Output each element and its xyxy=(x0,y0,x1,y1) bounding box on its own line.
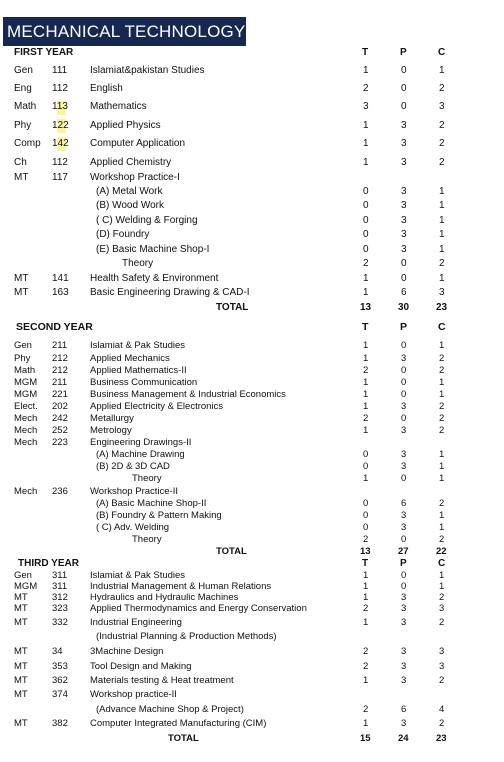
course-code: 212 xyxy=(52,353,68,364)
theory-hours: 0 xyxy=(363,510,369,521)
table-row xyxy=(0,185,504,199)
theory-hours: 0 xyxy=(363,229,369,240)
course-name: (A) Machine Drawing xyxy=(96,449,185,460)
practical-hours: 0 xyxy=(401,258,407,269)
table-row xyxy=(0,214,504,228)
course-code: 142 xyxy=(52,138,69,149)
practical-hours: 0 xyxy=(401,273,407,284)
credit-hours: 3 xyxy=(439,287,445,298)
col-header-c: C xyxy=(438,558,446,569)
credit-hours: 1 xyxy=(439,215,445,226)
theory-hours: 0 xyxy=(363,200,369,211)
practical-hours: 0 xyxy=(401,570,407,581)
credit-hours: 2 xyxy=(439,498,445,509)
course-code: 374 xyxy=(52,689,68,700)
credit-hours: 3 xyxy=(439,603,445,614)
credit-hours: 2 xyxy=(439,138,445,149)
course-name: Business Management & Industrial Economics xyxy=(90,389,286,400)
practical-hours: 3 xyxy=(401,661,407,672)
course-name: Islamiat & Pak Studies xyxy=(90,340,186,351)
course-code: 211 xyxy=(52,377,68,388)
course-name: (B) Foundry & Pattern Making xyxy=(96,510,222,521)
practical-hours: 3 xyxy=(401,510,407,521)
credit-hours: 1 xyxy=(439,229,445,240)
theory-hours: 1 xyxy=(363,353,369,364)
total-row xyxy=(0,301,504,315)
credit-hours: 1 xyxy=(439,449,445,460)
table-row xyxy=(0,82,504,96)
theory-hours: 0 xyxy=(363,522,369,533)
course-dept: Ch xyxy=(14,157,27,168)
course-dept: MT xyxy=(14,646,28,657)
course-code: 311 xyxy=(52,581,68,592)
total-credits: 23 xyxy=(436,733,447,744)
col-header-c: C xyxy=(438,47,446,58)
course-name: Applied Chemistry xyxy=(90,157,172,168)
table-row xyxy=(0,228,504,242)
total-practical: 24 xyxy=(398,733,409,744)
table-row xyxy=(0,472,504,486)
course-name: (B) 2D & 3D CAD xyxy=(96,461,170,472)
practical-hours: 3 xyxy=(401,425,407,436)
course-name: (D) Foundry xyxy=(96,229,150,240)
practical-hours: 3 xyxy=(401,353,407,364)
course-dept: Gen xyxy=(14,65,33,76)
course-dept: MT xyxy=(14,718,28,729)
section-header-row xyxy=(0,320,504,334)
total-practical: 30 xyxy=(398,302,410,313)
course-name: Applied Physics xyxy=(90,120,161,131)
table-row xyxy=(0,630,504,644)
credit-hours: 2 xyxy=(439,401,445,412)
practical-hours: 6 xyxy=(401,704,407,715)
practical-hours: 3 xyxy=(401,215,407,226)
course-code: 221 xyxy=(52,389,68,400)
practical-hours: 0 xyxy=(401,65,407,76)
course-name: Basic Engineering Drawing & CAD-I xyxy=(90,287,250,298)
course-name: Applied Mathematics-II xyxy=(90,365,187,376)
course-name: English xyxy=(90,83,123,94)
course-dept: MT xyxy=(14,603,28,614)
table-row xyxy=(0,243,504,257)
table-row xyxy=(0,688,504,702)
course-code: 362 xyxy=(52,675,68,686)
theory-hours: 0 xyxy=(363,215,369,226)
theory-hours: 0 xyxy=(363,449,369,460)
table-row xyxy=(0,703,504,717)
course-name: Workshop Practice-I xyxy=(90,172,180,183)
theory-hours: 3 xyxy=(363,101,369,112)
credit-hours: 1 xyxy=(439,186,445,197)
theory-hours: 2 xyxy=(363,83,369,94)
practical-hours: 3 xyxy=(401,718,407,729)
theory-hours: 0 xyxy=(363,186,369,197)
course-name: Applied Thermodynamics and Energy Conservation xyxy=(90,603,307,614)
practical-hours: 3 xyxy=(401,401,407,412)
total-credits: 23 xyxy=(436,302,448,313)
theory-hours: 1 xyxy=(363,138,369,149)
section-heading: SECOND YEAR xyxy=(16,321,93,333)
theory-hours: 0 xyxy=(363,244,369,255)
table-row xyxy=(0,660,504,674)
course-dept: MGM xyxy=(14,581,38,592)
theory-hours: 1 xyxy=(363,120,369,131)
course-name: Applied Mechanics xyxy=(90,353,170,364)
table-row xyxy=(0,64,504,78)
theory-hours: 2 xyxy=(363,646,369,657)
course-dept: Phy xyxy=(14,353,31,364)
practical-hours: 3 xyxy=(401,449,407,460)
course-dept: MGM xyxy=(14,377,38,388)
practical-hours: 0 xyxy=(401,340,407,351)
theory-hours: 1 xyxy=(363,570,369,581)
theory-hours: 0 xyxy=(363,461,369,472)
table-row xyxy=(0,616,504,630)
credit-hours: 2 xyxy=(439,592,445,603)
course-name: Engineering Drawings-II xyxy=(90,437,192,448)
course-code: 117 xyxy=(52,172,68,183)
theory-hours: 1 xyxy=(363,401,369,412)
theory-hours: 2 xyxy=(363,603,369,614)
credit-hours: 4 xyxy=(439,704,445,715)
course-code: 113 xyxy=(52,101,68,112)
credit-hours: 2 xyxy=(439,534,445,545)
practical-hours: 3 xyxy=(401,200,407,211)
course-name: (B) Wood Work xyxy=(96,200,164,211)
course-code: 112 xyxy=(52,83,68,94)
course-name: Metrology xyxy=(90,425,132,436)
course-dept: Mech xyxy=(14,437,38,448)
course-name: (E) Basic Machine Shop-I xyxy=(96,244,210,255)
theory-hours: 2 xyxy=(363,534,369,545)
course-name: Computer Integrated Manufacturing (CIM) xyxy=(90,718,267,729)
course-code: 34 xyxy=(52,646,63,657)
course-dept: Elect. xyxy=(14,401,38,412)
course-dept: Gen xyxy=(14,570,32,581)
credit-hours: 2 xyxy=(439,425,445,436)
theory-hours: 1 xyxy=(363,592,369,603)
course-dept: MT xyxy=(14,172,29,183)
course-name: Applied Electricity & Electronics xyxy=(90,401,224,412)
credit-hours: 2 xyxy=(439,83,445,94)
col-header-t: T xyxy=(362,558,369,569)
table-row xyxy=(0,645,504,659)
course-dept: Eng xyxy=(14,83,32,94)
course-name: Business Communication xyxy=(90,377,198,388)
credit-hours: 2 xyxy=(439,718,445,729)
practical-hours: 3 xyxy=(401,592,407,603)
course-name: Theory xyxy=(132,473,162,484)
credit-hours: 3 xyxy=(439,646,445,657)
practical-hours: 0 xyxy=(401,101,407,112)
credit-hours: 1 xyxy=(439,522,445,533)
theory-hours: 1 xyxy=(363,617,369,628)
practical-hours: 3 xyxy=(401,675,407,686)
course-code: 141 xyxy=(52,273,69,284)
table-row xyxy=(0,272,504,286)
course-dept: MT xyxy=(14,617,28,628)
credit-hours: 1 xyxy=(439,461,445,472)
course-name: Workshop Practice-II xyxy=(90,486,178,497)
practical-hours: 0 xyxy=(401,365,407,376)
course-name: Industrial Engineering xyxy=(90,617,182,628)
practical-hours: 6 xyxy=(401,287,407,298)
total-practical: 27 xyxy=(398,546,409,557)
course-name: Islamiat & Pak Studies xyxy=(90,570,186,581)
course-code: 111 xyxy=(52,65,68,76)
col-header-c: C xyxy=(438,321,446,333)
section-heading: FIRST YEAR xyxy=(14,47,74,58)
course-code: 353 xyxy=(52,661,68,672)
course-dept: MT xyxy=(14,287,29,298)
course-name: Tool Design and Making xyxy=(90,661,192,672)
practical-hours: 0 xyxy=(401,83,407,94)
course-name: Computer Application xyxy=(90,138,186,149)
course-name: Theory xyxy=(132,534,162,545)
table-row xyxy=(0,286,504,300)
course-code: 223 xyxy=(52,437,68,448)
table-row xyxy=(0,119,504,133)
theory-hours: 1 xyxy=(363,718,369,729)
table-row xyxy=(0,257,504,271)
practical-hours: 3 xyxy=(401,138,407,149)
course-dept: Comp xyxy=(14,138,41,149)
table-row xyxy=(0,602,504,616)
course-name: Islamiat&pakistan Studies xyxy=(90,65,205,76)
col-header-p: P xyxy=(400,558,407,569)
theory-hours: 1 xyxy=(363,287,369,298)
table-row xyxy=(0,137,504,151)
course-dept: MT xyxy=(14,592,28,603)
col-header-p: P xyxy=(400,321,408,333)
practical-hours: 3 xyxy=(401,603,407,614)
theory-hours: 2 xyxy=(363,661,369,672)
theory-hours: 1 xyxy=(363,473,369,484)
total-theory: 13 xyxy=(360,302,372,313)
course-code: 323 xyxy=(52,603,68,614)
practical-hours: 3 xyxy=(401,617,407,628)
credit-hours: 1 xyxy=(439,377,445,388)
practical-hours: 0 xyxy=(401,389,407,400)
course-dept: MT xyxy=(14,661,28,672)
course-name: Hydraulics and Hydraulic Machines xyxy=(90,592,239,603)
credit-hours: 3 xyxy=(439,661,445,672)
theory-hours: 0 xyxy=(363,498,369,509)
practical-hours: 0 xyxy=(401,473,407,484)
practical-hours: 6 xyxy=(401,498,407,509)
course-code: 212 xyxy=(52,365,68,376)
total-credits: 22 xyxy=(436,546,447,557)
credit-hours: 2 xyxy=(439,157,445,168)
course-name: ( C) Welding & Forging xyxy=(96,215,198,226)
total-label: TOTAL xyxy=(216,546,247,557)
practical-hours: 3 xyxy=(401,646,407,657)
section-header-row xyxy=(0,46,504,60)
course-name: (Advance Machine Shop & Project) xyxy=(96,704,244,715)
course-code: 112 xyxy=(52,157,68,168)
credit-hours: 1 xyxy=(439,389,445,400)
course-dept: MT xyxy=(14,689,28,700)
theory-hours: 1 xyxy=(363,273,369,284)
credit-hours: 2 xyxy=(439,120,445,131)
credit-hours: 1 xyxy=(439,570,445,581)
course-code: 163 xyxy=(52,287,69,298)
course-dept: Math xyxy=(14,101,37,112)
practical-hours: 3 xyxy=(401,461,407,472)
section-heading: THIRD YEAR xyxy=(18,558,79,569)
col-header-t: T xyxy=(362,47,369,58)
credit-hours: 1 xyxy=(439,273,445,284)
course-name: ( C) Adv. Welding xyxy=(96,522,170,533)
practical-hours: 3 xyxy=(401,522,407,533)
credit-hours: 2 xyxy=(439,258,445,269)
credit-hours: 2 xyxy=(439,617,445,628)
theory-hours: 1 xyxy=(363,581,369,592)
credit-hours: 2 xyxy=(439,675,445,686)
total-theory: 13 xyxy=(360,546,371,557)
theory-hours: 1 xyxy=(363,65,369,76)
course-name: (A) Basic Machine Shop-II xyxy=(96,498,207,509)
course-dept: Mech xyxy=(14,425,38,436)
course-code: 211 xyxy=(52,340,68,351)
course-code: 382 xyxy=(52,718,68,729)
credit-hours: 1 xyxy=(439,340,445,351)
credit-hours: 2 xyxy=(439,413,445,424)
course-dept: Gen xyxy=(14,340,32,351)
theory-hours: 1 xyxy=(363,377,369,388)
course-name: Mathematics xyxy=(90,101,147,112)
course-dept: MT xyxy=(14,675,28,686)
theory-hours: 1 xyxy=(363,675,369,686)
credit-hours: 2 xyxy=(439,353,445,364)
table-row xyxy=(0,339,504,353)
course-dept: Phy xyxy=(14,120,32,131)
table-row xyxy=(0,717,504,731)
table-row xyxy=(0,100,504,114)
theory-hours: 2 xyxy=(363,704,369,715)
credit-hours: 1 xyxy=(439,510,445,521)
practical-hours: 0 xyxy=(401,534,407,545)
credit-hours: 1 xyxy=(439,200,445,211)
course-name: Materials testing & Heat treatment xyxy=(90,675,234,686)
theory-hours: 2 xyxy=(363,258,369,269)
practical-hours: 3 xyxy=(401,229,407,240)
course-name: (Industrial Planning & Production Methods) xyxy=(96,631,277,642)
course-dept: MT xyxy=(14,273,29,284)
credit-hours: 1 xyxy=(439,581,445,592)
total-row xyxy=(0,732,504,746)
credit-hours: 1 xyxy=(439,473,445,484)
practical-hours: 3 xyxy=(401,157,407,168)
course-name: Health Safety & Environment xyxy=(90,273,219,284)
course-name: Metallurgy xyxy=(90,413,134,424)
credit-hours: 3 xyxy=(439,101,445,112)
credit-hours: 1 xyxy=(439,244,445,255)
course-name: Theory xyxy=(122,258,154,269)
practical-hours: 3 xyxy=(401,244,407,255)
total-label: TOTAL xyxy=(216,302,249,313)
theory-hours: 1 xyxy=(363,340,369,351)
practical-hours: 0 xyxy=(401,413,407,424)
table-row xyxy=(0,199,504,213)
course-dept: MGM xyxy=(14,389,38,400)
course-code: 202 xyxy=(52,401,68,412)
total-label: TOTAL xyxy=(168,733,199,744)
course-name: Industrial Management & Human Relations xyxy=(90,581,272,592)
course-dept: Mech xyxy=(14,486,38,497)
course-name: (A) Metal Work xyxy=(96,186,163,197)
table-row xyxy=(0,674,504,688)
course-code: 242 xyxy=(52,413,68,424)
course-code: 311 xyxy=(52,570,68,581)
practical-hours: 3 xyxy=(401,120,407,131)
theory-hours: 2 xyxy=(363,365,369,376)
table-row xyxy=(0,156,504,170)
course-dept: Mech xyxy=(14,413,38,424)
col-header-t: T xyxy=(362,321,369,333)
course-code: 122 xyxy=(52,120,69,131)
total-theory: 15 xyxy=(360,733,371,744)
theory-hours: 1 xyxy=(363,157,369,168)
theory-hours: 2 xyxy=(363,413,369,424)
course-name: 3Machine Design xyxy=(90,646,164,657)
practical-hours: 0 xyxy=(401,581,407,592)
course-code: 252 xyxy=(52,425,68,436)
course-name: Workshop practice-II xyxy=(90,689,177,700)
table-row xyxy=(0,171,504,185)
course-dept: Math xyxy=(14,365,36,376)
page-title: MECHANICAL TECHNOLOGY xyxy=(3,17,246,46)
course-code: 312 xyxy=(52,592,68,603)
practical-hours: 3 xyxy=(401,186,407,197)
credit-hours: 1 xyxy=(439,65,445,76)
course-code: 332 xyxy=(52,617,68,628)
col-header-p: P xyxy=(400,47,407,58)
credit-hours: 2 xyxy=(439,365,445,376)
course-code: 236 xyxy=(52,486,68,497)
practical-hours: 0 xyxy=(401,377,407,388)
theory-hours: 1 xyxy=(363,389,369,400)
theory-hours: 1 xyxy=(363,425,369,436)
